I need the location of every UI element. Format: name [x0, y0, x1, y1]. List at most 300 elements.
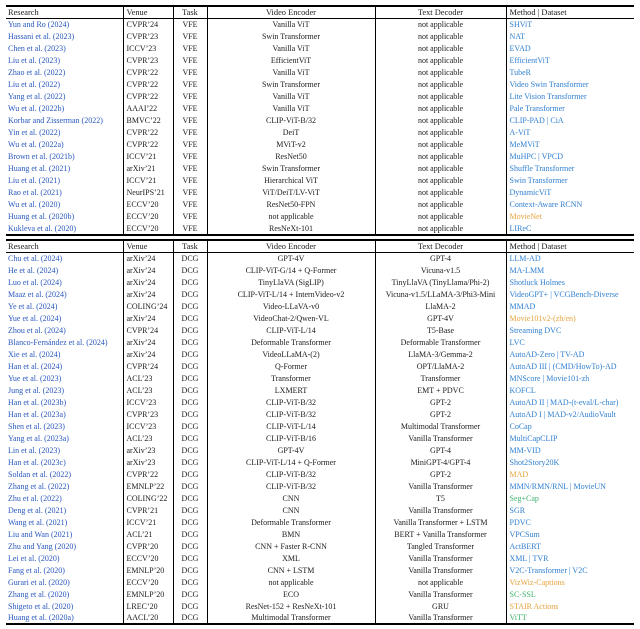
cell-research-citation[interactable]: Kukleva et al. (2020)	[8, 223, 76, 233]
cell-venue: ICCV’23	[123, 43, 173, 55]
cell-method-dataset-link[interactable]: CLIP-PAD | CiA	[506, 115, 634, 127]
cell-venue: ECCV’20	[123, 211, 173, 223]
cell-method-dataset-link[interactable]: STAIR Actions	[506, 600, 634, 612]
cell-venue: CVPR’20	[123, 540, 173, 552]
cell-text-decoder: T5-Base	[375, 324, 506, 336]
cell-method-dataset-link[interactable]: VizWiz-Captions	[506, 576, 634, 588]
cell-text-decoder: Vanilla Transformer	[375, 432, 506, 444]
table-row	[6, 420, 634, 432]
cell-video-encoder: CNN + LSTM	[207, 564, 375, 576]
cell-research-citation[interactable]: Rao et al. (2021)	[8, 188, 62, 197]
cell-method-dataset-link[interactable]: Context-Aware RCNN	[506, 199, 634, 211]
cell-venue: CVPR’22	[123, 468, 173, 480]
cell-research-citation[interactable]: Brown et al. (2021b)	[8, 152, 75, 161]
cell-venue: AACL’20	[123, 612, 173, 624]
cell-video-encoder: Vanilla ViT	[207, 19, 375, 31]
cell-video-encoder: Transformer	[207, 372, 375, 384]
cell-research-citation[interactable]: Wu et al. (2022b)	[8, 104, 65, 113]
cell-text-decoder: TinyLlaVA (TinyLlama/Phi-2)	[375, 276, 506, 288]
cell-text-decoder: LlaMA-3/Gemma-2	[375, 348, 506, 360]
cell-task: VFE	[173, 79, 207, 91]
dcg-table-body	[6, 252, 634, 624]
cell-method-dataset-link[interactable]: VideoGPT+ | VCGBench-Diverse	[506, 288, 634, 300]
cell-research-citation[interactable]: Zhu and Yang (2020)	[8, 541, 76, 551]
cell-method-dataset-link[interactable]: Swin Transformer	[506, 175, 634, 187]
cell-research-citation[interactable]: Wu et al. (2020)	[8, 200, 61, 209]
cell-research-citation[interactable]: Liu et al. (2022)	[8, 80, 60, 89]
column-header-method-dataset-link: Method | Dataset	[506, 6, 634, 19]
cell-text-decoder: not applicable	[375, 139, 506, 151]
cell-task: DCG	[173, 384, 207, 396]
table-row	[6, 612, 634, 624]
cell-research-citation[interactable]: Maaz et al. (2024)	[8, 289, 67, 299]
cell-text-decoder: BERT + Vanilla Transformer	[375, 528, 506, 540]
table-row	[6, 163, 634, 175]
cell-method-dataset-link[interactable]: MMN/RMN/RNL | MovieUN	[506, 480, 634, 492]
cell-venue: ECCV’20	[123, 199, 173, 211]
cell-method-dataset-link[interactable]: TubeR	[506, 67, 634, 79]
cell-task: DCG	[173, 276, 207, 288]
cell-method-dataset-link[interactable]: Movie101v2-(zh/en)	[506, 312, 634, 324]
cell-method-dataset-link[interactable]: AutoAD III | (CMD/HowTo)-AD	[506, 360, 634, 372]
cell-research-citation[interactable]: Gurari et al. (2020)	[8, 577, 70, 587]
cell-method-dataset-link[interactable]: CoCap	[506, 420, 634, 432]
cell-video-encoder: CNN + Faster R-CNN	[207, 540, 375, 552]
cell-task: DCG	[173, 252, 207, 264]
cell-method-dataset-link[interactable]: MA-LMM	[506, 264, 634, 276]
cell-task: DCG	[173, 324, 207, 336]
cell-method-dataset-link[interactable]: VPCSum	[506, 528, 634, 540]
cell-task: VFE	[173, 175, 207, 187]
cell-video-encoder: ECO	[207, 588, 375, 600]
cell-text-decoder: Vanilla Transformer	[375, 504, 506, 516]
table-row	[6, 264, 634, 276]
cell-venue: arXiv’24	[123, 276, 173, 288]
cell-text-decoder: Vanilla Transformer	[375, 564, 506, 576]
cell-text-decoder: Transformer	[375, 372, 506, 384]
table-row	[6, 564, 634, 576]
cell-research-citation[interactable]: Yang et al. (2022)	[8, 92, 66, 101]
cell-method-dataset-link[interactable]: Seg+Cap	[506, 492, 634, 504]
cell-task: VFE	[173, 199, 207, 211]
table-row	[6, 19, 634, 31]
cell-text-decoder: not applicable	[375, 163, 506, 175]
cell-venue: EMNLP’22	[123, 480, 173, 492]
column-header-text-decoder: Text Decoder	[375, 240, 506, 253]
cell-research-citation[interactable]: Shen et al. (2023)	[8, 421, 65, 431]
cell-research-citation[interactable]: Blanco-Fernández et al. (2024)	[8, 337, 108, 347]
cell-task: DCG	[173, 468, 207, 480]
cell-venue: ACL’23	[123, 384, 173, 396]
table-row	[6, 444, 634, 456]
cell-task: VFE	[173, 67, 207, 79]
cell-venue: arXiv’21	[123, 163, 173, 175]
table-row	[6, 456, 634, 468]
cell-method-dataset-link[interactable]: Shotluck Holmes	[506, 276, 634, 288]
cell-venue: CVPR’24	[123, 360, 173, 372]
cell-research-citation[interactable]: Liu et al. (2023)	[8, 56, 60, 65]
cell-method-dataset-link[interactable]: ActBERT	[506, 540, 634, 552]
cell-task: DCG	[173, 312, 207, 324]
cell-video-encoder: GPT-4V	[207, 444, 375, 456]
cell-task: VFE	[173, 211, 207, 223]
cell-text-decoder: GRU	[375, 600, 506, 612]
table-row	[6, 576, 634, 588]
cell-task: DCG	[173, 504, 207, 516]
cell-venue: EMNLP’20	[123, 588, 173, 600]
table-row	[6, 384, 634, 396]
cell-video-encoder: TinyLlaVA (SigLIP)	[207, 276, 375, 288]
cell-method-dataset-link[interactable]: MNScore | Movie101-zh	[506, 372, 634, 384]
cell-text-decoder: not applicable	[375, 31, 506, 43]
table-row	[6, 211, 634, 223]
cell-research-citation[interactable]: Korbar and Zisserman (2022)	[8, 116, 103, 125]
cell-venue: ICCV’21	[123, 151, 173, 163]
cell-text-decoder: GPT-4V	[375, 312, 506, 324]
cell-method-dataset-link[interactable]: AutoAD II | MAD-(t-eval/L-char)	[506, 396, 634, 408]
cell-task: DCG	[173, 408, 207, 420]
cell-video-encoder: CLIP-ViT-G/14 + Q-Former	[207, 264, 375, 276]
vfe-table-body	[6, 19, 634, 235]
table-row	[6, 396, 634, 408]
cell-method-dataset-link[interactable]: SGR	[506, 504, 634, 516]
cell-method-dataset-link[interactable]: V2C-Transformer | V2C	[506, 564, 634, 576]
cell-research-citation[interactable]: Shigeto et al. (2020)	[8, 601, 74, 611]
cell-task: DCG	[173, 396, 207, 408]
cell-method-dataset-link[interactable]: XML | TVR	[506, 552, 634, 564]
cell-method-dataset-link[interactable]: MovieNet	[506, 211, 634, 223]
cell-task: DCG	[173, 360, 207, 372]
column-header-research-citation: Research	[8, 241, 39, 251]
header-row	[6, 240, 634, 253]
cell-research-citation[interactable]: Huang et al. (2021)	[8, 164, 71, 173]
table-section-dcg	[6, 239, 634, 626]
cell-task: VFE	[173, 31, 207, 43]
table-row	[6, 103, 634, 115]
cell-method-dataset-link[interactable]: MMAD	[506, 300, 634, 312]
table-row	[6, 336, 634, 348]
cell-method-dataset-link[interactable]: EVAD	[506, 43, 634, 55]
cell-research-citation[interactable]: Han et al. (2024)	[8, 361, 63, 371]
cell-task: DCG	[173, 576, 207, 588]
cell-venue: ECCV’20	[123, 552, 173, 564]
vfe-table-head	[6, 6, 634, 19]
cell-method-dataset-link[interactable]: MM-VID	[506, 444, 634, 456]
cell-research-citation[interactable]: Chen et al. (2023)	[8, 44, 66, 53]
cell-research-citation[interactable]: Fang et al. (2020)	[8, 565, 65, 575]
cell-text-decoder: GPT-4	[375, 444, 506, 456]
cell-task: DCG	[173, 528, 207, 540]
column-header-venue: Venue	[123, 240, 173, 253]
table-row	[6, 504, 634, 516]
column-header-text-decoder: Text Decoder	[375, 6, 506, 19]
cell-venue: CVPR’24	[123, 19, 173, 31]
cell-video-encoder: CLIP-ViT-B/32	[207, 115, 375, 127]
cell-method-dataset-link[interactable]: ViTT	[506, 612, 634, 624]
table-row	[6, 199, 634, 211]
cell-text-decoder: GPT-2	[375, 468, 506, 480]
cell-venue: ICCV’23	[123, 420, 173, 432]
cell-research-citation[interactable]: Zhou et al. (2024)	[8, 325, 66, 335]
cell-video-encoder: VideoChat-2/Qwen-VL	[207, 312, 375, 324]
cell-research-citation[interactable]: Ye et al. (2024)	[8, 301, 58, 311]
cell-task: VFE	[173, 103, 207, 115]
cell-video-encoder: CNN	[207, 504, 375, 516]
cell-task: DCG	[173, 540, 207, 552]
cell-video-encoder: Deformable Transformer	[207, 516, 375, 528]
cell-video-encoder: CLIP-ViT-L/14	[207, 420, 375, 432]
cell-video-encoder: LXMERT	[207, 384, 375, 396]
cell-method-dataset-link[interactable]: AutoAD-Zero | TV-AD	[506, 348, 634, 360]
cell-text-decoder: not applicable	[375, 79, 506, 91]
cell-method-dataset-link[interactable]: MeMViT	[506, 139, 634, 151]
cell-video-encoder: EfficientViT	[207, 55, 375, 67]
table-row	[6, 300, 634, 312]
table-row	[6, 516, 634, 528]
cell-text-decoder: not applicable	[375, 67, 506, 79]
cell-research-citation[interactable]: Huang et al. (2020a)	[8, 613, 74, 622]
cell-video-encoder: CLIP-ViT-B/16	[207, 432, 375, 444]
cell-method-dataset-link[interactable]: Video Swin Transformer	[506, 79, 634, 91]
cell-method-dataset-link[interactable]: MuHPC | VPCD	[506, 151, 634, 163]
cell-task: DCG	[173, 336, 207, 348]
cell-task: DCG	[173, 300, 207, 312]
cell-method-dataset-link[interactable]: SC-SSL	[506, 588, 634, 600]
cell-method-dataset-link[interactable]: A-ViT	[506, 127, 634, 139]
cell-venue: ACL’21	[123, 528, 173, 540]
cell-research-citation[interactable]: Yin et al. (2022)	[8, 128, 61, 137]
cell-method-dataset-link[interactable]: LIReC	[506, 223, 634, 235]
table-row	[6, 348, 634, 360]
cell-research-citation[interactable]: Huang et al. (2020b)	[8, 212, 75, 221]
cell-venue: ICCV’23	[123, 396, 173, 408]
cell-text-decoder: not applicable	[375, 55, 506, 67]
cell-video-encoder: MViT-v2	[207, 139, 375, 151]
cell-text-decoder: Multimodal Transformer	[375, 420, 506, 432]
cell-venue: CVPR’22	[123, 139, 173, 151]
cell-method-dataset-link[interactable]: SHViT	[506, 19, 634, 31]
cell-method-dataset-link[interactable]: Streaming DVC	[506, 324, 634, 336]
cell-text-decoder: not applicable	[375, 199, 506, 211]
cell-task: VFE	[173, 127, 207, 139]
cell-task: VFE	[173, 115, 207, 127]
cell-task: DCG	[173, 600, 207, 612]
cell-research-citation[interactable]: Jung et al. (2023)	[8, 385, 64, 395]
cell-research-citation[interactable]: Deng et al. (2021)	[8, 505, 67, 515]
table-row	[6, 276, 634, 288]
cell-venue: CVPR’22	[123, 79, 173, 91]
cell-video-encoder: Multimodal Transformer	[207, 612, 375, 624]
cell-research-citation[interactable]: Lei et al. (2020)	[8, 553, 60, 563]
cell-method-dataset-link[interactable]: EfficientViT	[506, 55, 634, 67]
cell-method-dataset-link[interactable]: PDVC	[506, 516, 634, 528]
cell-text-decoder: OPT/LlaMA-2	[375, 360, 506, 372]
cell-video-encoder: VideoLLaMA-(2)	[207, 348, 375, 360]
cell-method-dataset-link[interactable]: MultiCapCLIP	[506, 432, 634, 444]
cell-research-citation[interactable]: Soldan et al. (2022)	[8, 469, 72, 479]
cell-text-decoder: not applicable	[375, 175, 506, 187]
cell-text-decoder: not applicable	[375, 151, 506, 163]
table-row	[6, 31, 634, 43]
cell-research-citation[interactable]: Liu et al. (2021)	[8, 176, 60, 185]
table-row	[6, 55, 634, 67]
table-row	[6, 91, 634, 103]
cell-venue: ACL’23	[123, 372, 173, 384]
cell-method-dataset-link[interactable]: LLM-AD	[506, 252, 634, 264]
table-row	[6, 115, 634, 127]
cell-research-citation[interactable]: Yang et al. (2023a)	[8, 433, 69, 443]
cell-research-citation[interactable]: Wu et al. (2022a)	[8, 140, 64, 149]
cell-venue: arXiv’24	[123, 264, 173, 276]
cell-venue: CVPR’22	[123, 67, 173, 79]
cell-venue: ICCV’21	[123, 175, 173, 187]
cell-video-encoder: CLIP-ViT-B/32	[207, 396, 375, 408]
cell-research-citation[interactable]: Zhang et al. (2022)	[8, 481, 70, 491]
table-row	[6, 540, 634, 552]
cell-research-citation[interactable]: Luo et al. (2024)	[8, 277, 62, 287]
cell-venue: CVPR’22	[123, 91, 173, 103]
cell-video-encoder: CLIP-ViT-B/32	[207, 480, 375, 492]
cell-text-decoder: not applicable	[375, 115, 506, 127]
cell-venue: arXiv’24	[123, 288, 173, 300]
cell-text-decoder: Vanilla Transformer + LSTM	[375, 516, 506, 528]
cell-video-encoder: Video-LLaVA-v0	[207, 300, 375, 312]
cell-text-decoder: Vanilla Transformer	[375, 588, 506, 600]
dcg-table	[6, 239, 634, 626]
cell-method-dataset-link[interactable]: LVC	[506, 336, 634, 348]
cell-text-decoder: T5	[375, 492, 506, 504]
cell-video-encoder: GPT-4V	[207, 252, 375, 264]
cell-research-citation[interactable]: Zhu et al. (2022)	[8, 493, 62, 503]
cell-method-dataset-link[interactable]: KOFCL	[506, 384, 634, 396]
cell-task: VFE	[173, 139, 207, 151]
cell-text-decoder: Deformable Transformer	[375, 336, 506, 348]
cell-text-decoder: not applicable	[375, 223, 506, 235]
cell-method-dataset-link[interactable]: DynamicViT	[506, 187, 634, 199]
cell-task: VFE	[173, 91, 207, 103]
cell-research-citation[interactable]: Yun and Ro (2024)	[8, 20, 70, 30]
cell-venue: COLING’22	[123, 492, 173, 504]
cell-text-decoder: GPT-2	[375, 396, 506, 408]
cell-video-encoder: Swin Transformer	[207, 79, 375, 91]
cell-task: DCG	[173, 372, 207, 384]
table-row	[6, 175, 634, 187]
cell-text-decoder: Vanilla Transformer	[375, 480, 506, 492]
column-header-task: Task	[173, 240, 207, 253]
cell-video-encoder: CNN	[207, 492, 375, 504]
cell-video-encoder: CLIP-ViT-B/32	[207, 468, 375, 480]
cell-video-encoder: not applicable	[207, 211, 375, 223]
cell-research-citation[interactable]: Zhang et al. (2020)	[8, 589, 70, 599]
cell-method-dataset-link[interactable]: MAD	[506, 468, 634, 480]
cell-text-decoder: not applicable	[375, 127, 506, 139]
table-row	[6, 492, 634, 504]
table-row	[6, 223, 634, 235]
table-row	[6, 252, 634, 264]
cell-venue: CVPR’22	[123, 127, 173, 139]
cell-text-decoder: not applicable	[375, 187, 506, 199]
cell-venue: arXiv’24	[123, 252, 173, 264]
cell-research-citation[interactable]: Yue et al. (2023)	[8, 373, 62, 383]
column-header-video-encoder: Video Encoder	[207, 6, 375, 19]
cell-text-decoder: not applicable	[375, 43, 506, 55]
cell-venue: CVPR’24	[123, 324, 173, 336]
header-row	[6, 6, 634, 19]
table-row	[6, 528, 634, 540]
cell-research-citation[interactable]: Zhao et al. (2022)	[8, 68, 66, 77]
cell-video-encoder: BMN	[207, 528, 375, 540]
cell-research-citation[interactable]: Han et al. (2023c)	[8, 457, 66, 467]
cell-video-encoder: ViT/DeiT/LV-ViT	[207, 187, 375, 199]
cell-venue: arXiv’23	[123, 444, 173, 456]
cell-task: VFE	[173, 223, 207, 235]
table-row	[6, 588, 634, 600]
cell-video-encoder: Vanilla ViT	[207, 91, 375, 103]
cell-method-dataset-link[interactable]: Shuffle Transformer	[506, 163, 634, 175]
cell-task: DCG	[173, 588, 207, 600]
cell-venue: ACL’23	[123, 432, 173, 444]
cell-method-dataset-link[interactable]: Pale Transformer	[506, 103, 634, 115]
cell-text-decoder: not applicable	[375, 211, 506, 223]
cell-video-encoder: ResNeXt-101	[207, 223, 375, 235]
table-row	[6, 79, 634, 91]
cell-task: DCG	[173, 516, 207, 528]
cell-task: VFE	[173, 187, 207, 199]
cell-research-citation[interactable]: Xie et al. (2024)	[8, 349, 61, 359]
cell-text-decoder: GPT-4	[375, 252, 506, 264]
cell-method-dataset-link[interactable]: Lite Vision Transformer	[506, 91, 634, 103]
cell-venue: arXiv’24	[123, 312, 173, 324]
table-row	[6, 324, 634, 336]
cell-method-dataset-link[interactable]: NAT	[506, 31, 634, 43]
cell-research-citation[interactable]: Hassani et al. (2023)	[8, 32, 75, 41]
cell-research-citation[interactable]: Chu et al. (2024)	[8, 253, 63, 263]
cell-text-decoder: GPT-2	[375, 408, 506, 420]
cell-task: DCG	[173, 552, 207, 564]
column-header-method-dataset-link: Method | Dataset	[506, 240, 634, 253]
cell-text-decoder: Vanilla Transformer	[375, 552, 506, 564]
cell-venue: ECCV’20	[123, 223, 173, 235]
cell-research-citation[interactable]: Liu and Wan (2021)	[8, 529, 73, 539]
cell-video-encoder: Swin Transformer	[207, 163, 375, 175]
cell-video-encoder: DeiT	[207, 127, 375, 139]
cell-research-citation[interactable]: Han et al. (2023b)	[8, 397, 67, 407]
column-header-task: Task	[173, 6, 207, 19]
cell-text-decoder: Tangled Transformer	[375, 540, 506, 552]
cell-method-dataset-link[interactable]: AutoAD I | MAD-v2/AudioVault	[506, 408, 634, 420]
cell-research-citation[interactable]: Yue et al. (2024)	[8, 313, 62, 323]
cell-video-encoder: ResNet50	[207, 151, 375, 163]
cell-research-citation[interactable]: Han et al. (2023a)	[8, 409, 66, 419]
cell-research-citation[interactable]: He et al. (2024)	[8, 265, 59, 275]
cell-video-encoder: Vanilla ViT	[207, 43, 375, 55]
cell-venue: CVPR’23	[123, 408, 173, 420]
column-header-venue: Venue	[123, 6, 173, 19]
cell-venue: CVPR’21	[123, 504, 173, 516]
cell-research-citation[interactable]: Wang et al. (2021)	[8, 517, 68, 527]
cell-video-encoder: Vanilla ViT	[207, 67, 375, 79]
table-section-vfe	[6, 5, 634, 236]
vfe-table	[6, 5, 634, 236]
cell-research-citation[interactable]: Lin et al. (2023)	[8, 445, 60, 455]
table-row	[6, 312, 634, 324]
cell-video-encoder: CLIP-ViT-L/14	[207, 324, 375, 336]
cell-text-decoder: Vicuna-v1.5	[375, 264, 506, 276]
cell-venue: arXiv’24	[123, 336, 173, 348]
cell-method-dataset-link[interactable]: Shot2Story20K	[506, 456, 634, 468]
table-row	[6, 43, 634, 55]
cell-venue: CVPR’23	[123, 55, 173, 67]
